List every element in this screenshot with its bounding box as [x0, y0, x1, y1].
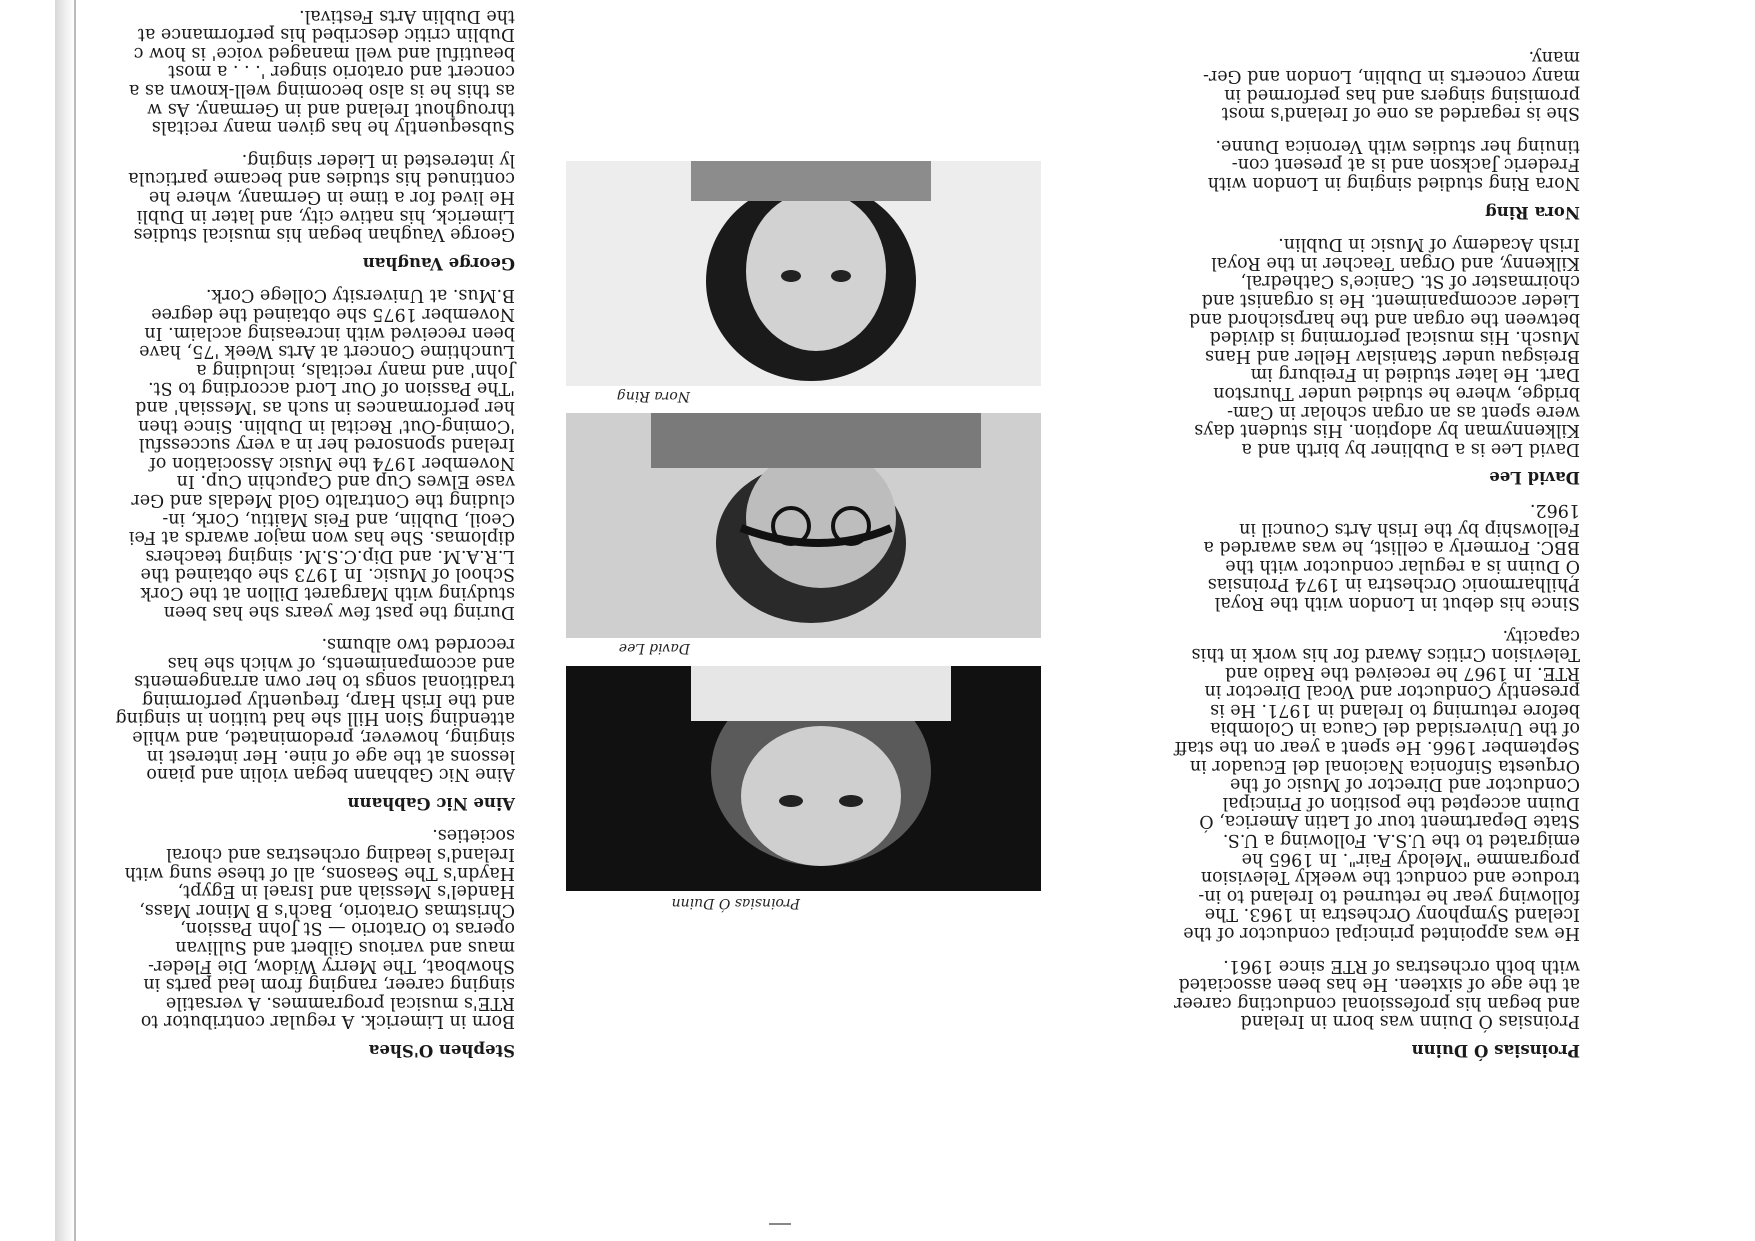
bio-heading: George Vaughan: [362, 253, 515, 273]
bio-paragraph: George Vaughan began his musical studies Limerick, his native city, and later in Dubli He lived for a time in Germany, where he continued his studies and became particula ly interested in Lieder singing.: [128, 149, 515, 245]
portrait-photo-nora-ring: [566, 161, 1041, 386]
photo-caption: Nora Ring: [616, 388, 690, 404]
bio-stephen-oshea: [15, 826, 515, 1059]
bio-proinsias-o-duinn: [1110, 500, 1580, 1059]
column-left: [1110, 34, 1580, 1059]
bio-paragraph: Since his debut in London with the Royal Philharmonic Orchestra in 1974 Proinsias Ó Duinn is a regular conductor with the BBC. Formerly a cellist, he was awarded a Fellowship by the Irish Arts Council in 1962.: [1203, 499, 1580, 613]
bio-nora-ring: [1110, 48, 1580, 221]
bio-paragraph: She is regarded as one of Ireland's most promising singers and has performed in many concerts in Dublin, London and Ger- many.: [1202, 47, 1580, 124]
bio-heading: Nora Ring: [1485, 202, 1580, 222]
bio-paragraph: David Lee is a Dubliner by birth and a Kilkennyman by adoption. His student days were spent as an organ scholar in Cam- bridge, where he studied under Thurston Dart. He later studied in Freiburg im Breisgau under Stanislav Heller and Hans Musch. His musical performing is divided between the organ and the harpsichord and Lieder accompaniment. He is organist and choirmaster of St. Canice's Cathedral, Kilkenny, and Organ Teacher in the Royal Irish Academy of Music in Dublin.: [1189, 234, 1580, 459]
bio-heading: Proinsias Ó Duinn: [1411, 1041, 1580, 1060]
bio-aine-nic-gabhann: [15, 286, 515, 812]
photo-caption: Proinsias Ó Duinn: [671, 895, 800, 911]
bio-paragraph: Nora Ring studied singing in London with Frederic Jackson and is at present con- tinuing her studies with Veronica Dunne.: [1207, 135, 1580, 194]
bio-heading: David Lee: [1489, 468, 1580, 488]
bio-paragraph: Aine Nic Gabhann began violin and piano lessons at the age of nine. Her interest in singing, however, predominated, and while attending Sion Hill she had tuition in singing and the Irish Harp, frequently performing traditional songs to her own arrangements and accompaniments, of which she has recorded two albums.: [115, 634, 515, 785]
bio-paragraph: During the past few years she has been studying with Margaret Dillon at the Cork School of Music. In 1973 she obtained the L.R.A.M. and Dip.C.S.M. singing teachers diplomas. She has won major awards at Fei Ceoil, Dublin, and Feis Maitiu, Cork, in- cluding the Contralto Gold Medals and Ger vase Elwes Cup and Capuchin Cup. In November 1974 the Music Association of Ireland sponsored her in a very successful 'Coming-Out' Recital in Dublin. Since then her performances in such as 'Messiah' and 'The Passion of Our Lord according to St. John' and many recitals, including a Lunchtime Concert at Arts Week '75, have been received with increasing acclaim. In November 1975 she obtained the degree B.Mus. at University College Cork.: [128, 285, 515, 622]
bio-george-vaughan: [15, 0, 515, 272]
bio-heading: Aine Nic Gabhann: [347, 793, 515, 813]
bio-paragraph: Proinsias Ó Duinn was born in Ireland and began his professional conducting career at the age of sixteen. He has been associated with both orchestras of RTE since 1961.: [1173, 955, 1580, 1032]
column-right: [15, 0, 515, 1059]
bio-paragraph: Subsequently he has given many recitals throughout Ireland and in Germany. As w as this he is also becoming well-known as a concert and oratorio singer '. . . a most beautiful and well managed voice' is how c Dublin critic described his performance at the Dublin Arts Festival.: [128, 5, 515, 138]
bio-david-lee: [1110, 235, 1580, 487]
portrait-photo-proinsias-o-duinn: [566, 666, 1041, 891]
bio-heading: Stephen O'Shea: [368, 1041, 515, 1060]
portrait-image: [566, 413, 1041, 638]
portrait-image: [566, 161, 1041, 386]
portrait-photo-david-lee: [566, 413, 1041, 638]
photo-caption: David Lee: [618, 640, 690, 656]
bio-paragraph: He was appointed principal conductor of the Iceland Symphony Orchestra in 1963. The following year he returned to Ireland to in- troduce and conduct the weekly Television programme "Melody Fair". In 1965 he emigrated to the U.S.A. Following a U.S. State Department tour of Latin America, Ó Duinn accepted the position of Principal Conductor and Director of Music of the Orquesta Sinfonica Nacional del Ecuador in September 1966. He spent a year on the staff of the Universidad del Cauca in Colombia before returning to Ireland in 1971. He is presently Conductor and Vocal Director in RTE. In 1967 he received the Radio and Television Critics Award for his work in this capacity.: [1174, 625, 1580, 944]
portrait-image: [566, 666, 1041, 891]
bio-paragraph: Born in Limerick. A regular contributor to RTE's musical programmes. A versatile singing career, ranging from lead parts in Showboat, The Merry Widow, Die Fleder- maus and various Gilbert and Sullivan operas to Oratorio — St John Passion, Christmas Oratorio, Bach's B Minor Mass, Handel's Messiah and Israel in Egypt, Haydn's The Seasons, all of these sung with Ireland's leading orchestras and choral societies.: [124, 825, 515, 1032]
